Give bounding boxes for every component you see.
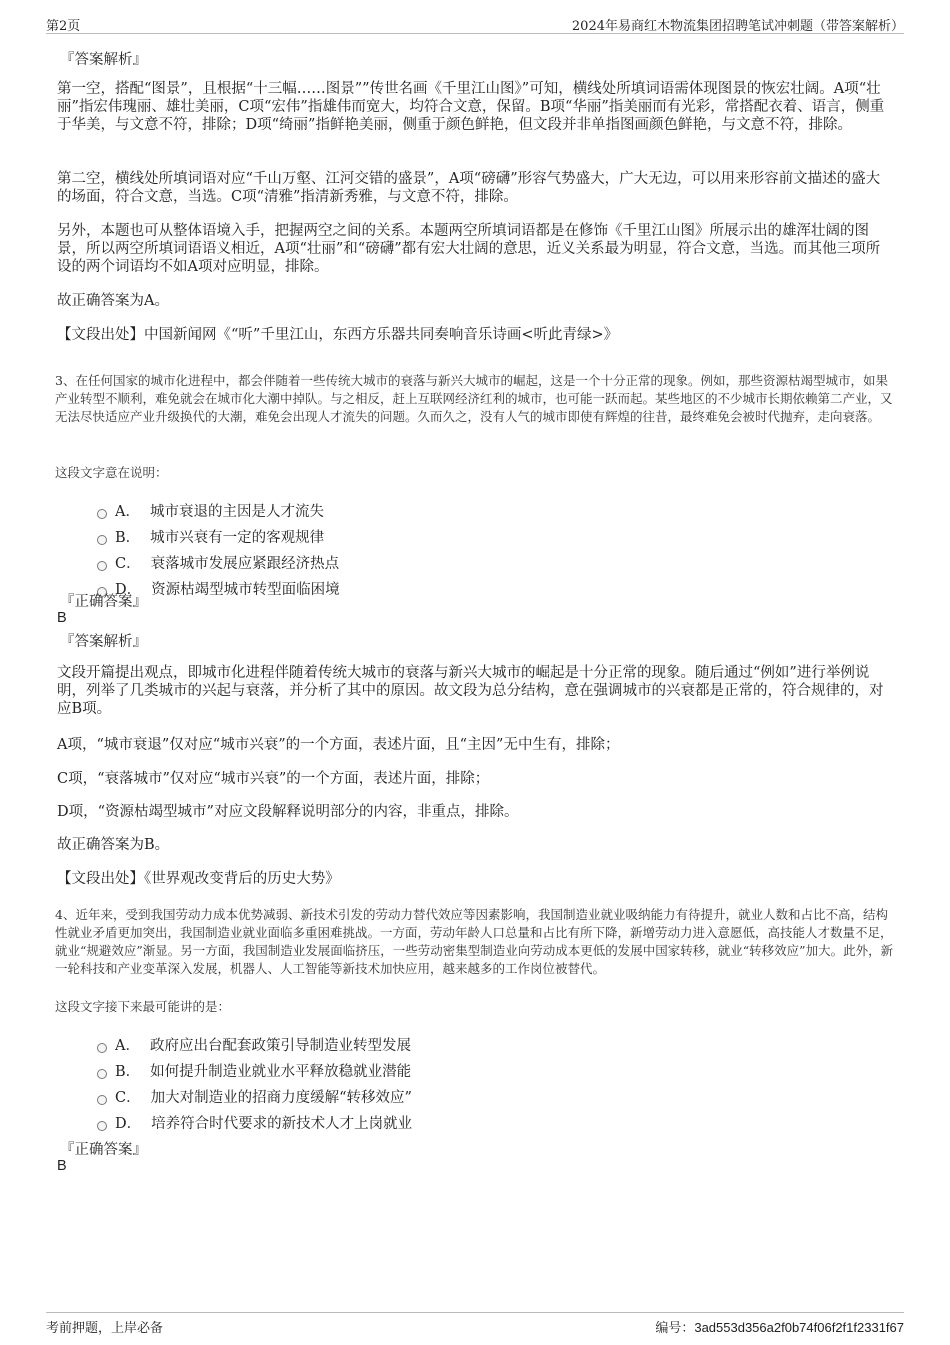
q2-analysis-label: 『答案解析』 bbox=[60, 52, 147, 68]
page-number: 第2页 bbox=[46, 19, 81, 34]
q2-analysis-p3: 另外，本题也可从整体语境入手，把握两空之间的关系。本题两空所填词语都是在修饰《千里江山图》所展示出的雄浑壮阔的图景，所以两空所填词语语义相近，A项“壮丽”和“磅礴”都有宏大壮阔的意思，近义关系最为明显，符合文意，当选。而其他三项所设的两个词语均不如A项对应明显，排除。 bbox=[57, 223, 881, 275]
document-title: 2024年易商红木物流集团招聘笔试冲刺题（带答案解析） bbox=[571, 19, 904, 34]
q4-option-c[interactable]: C． 加大对制造业的招商力度缓解“转移效应” bbox=[97, 1086, 412, 1106]
radio-button-icon[interactable] bbox=[97, 1043, 107, 1053]
q3-option-c[interactable]: C． 衰落城市发展应紧跟经济热点 bbox=[97, 552, 339, 572]
q4-option-d[interactable]: D． 培养符合时代要求的新技术人才上岗就业 bbox=[97, 1112, 412, 1132]
radio-button-icon[interactable] bbox=[97, 561, 107, 571]
q2-analysis-p1: 第一空，搭配“图景”，且根据“十三幅……图景””传世名画《千里江山图》”可知，横线处所填词语需体现图景的恢宏壮阔。A项“壮丽”指宏伟瑰丽、雄壮美丽，C项“宏伟”指雄伟而宽大，均符合文意，保留。B项“华丽”指美丽而有光彩，常搭配衣着、语言，侧重于华美，与文意不符，排除；D项“绮丽”指鲜艳美丽，侧重于颜色鲜艳，但文段并非单指图画颜色鲜艳，与文意不符，排除。 bbox=[57, 81, 885, 133]
q3-source: 【文段出处】《世界观改变背后的历史大势》 bbox=[57, 871, 340, 887]
q3-stem: 3、在任何国家的城市化进程中，都会伴随着一些传统大城市的衰落与新兴大城市的崛起，这是一个十分正常的现象。例如，那些资源枯竭型城市，如果产业转型不顺利，难免就会在城市化大潮中掉队。与之相反，赶上互联网经济红利的城市，也可能一跃而起。某些地区的不少城市长期依赖第二产业，又无法尽快适应产业升级换代的大潮，难免会出现人才流失的问题。久而久之，没有人气的城市即使有辉煌的往昔，最终难免会被时代抛弃，走向衰落。 bbox=[55, 373, 893, 424]
document-code: 编号：3ad553d356a2f0b74f06f2f1f2331f67 bbox=[655, 1320, 904, 1335]
q4-answer: B bbox=[57, 1158, 67, 1174]
radio-button-icon[interactable] bbox=[97, 1121, 107, 1131]
q3-analysis-p2: A项，“城市衰退”仅对应“城市兴衰”的一个方面，表述片面，且“主因”无中生有，排除； bbox=[57, 737, 620, 753]
q3-analysis-label: 『答案解析』 bbox=[60, 634, 147, 650]
q4-answer-label: 『正确答案』 bbox=[60, 1142, 147, 1158]
q3-answer: B bbox=[57, 610, 67, 626]
q3-analysis-p3: C项，“衰落城市”仅对应“城市兴衰”的一个方面，表述片面，排除； bbox=[57, 771, 490, 787]
q3-answer-label: 『正确答案』 bbox=[60, 594, 147, 610]
q3-option-d[interactable]: D． 资源枯竭型城市转型面临困境 bbox=[97, 578, 340, 598]
q3-analysis-p1: 文段开篇提出观点，即城市化进程伴随着传统大城市的衰落与新兴大城市的崛起是十分正常的现象。随后通过“例如”进行举例说明，列举了几类城市的兴起与衰落，并分析了其中的原因。故文段为总分结构，意在强调城市的兴衰都是正常的，符合规律的，对应B项。 bbox=[57, 665, 884, 717]
q4-option-b[interactable]: B． 如何提升制造业就业水平释放稳就业潜能 bbox=[97, 1060, 411, 1080]
radio-button-icon[interactable] bbox=[97, 535, 107, 545]
q3-option-b[interactable]: B． 城市兴衰有一定的客观规律 bbox=[97, 526, 324, 546]
q3-analysis-p4: D项，“资源枯竭型城市”对应文段解释说明部分的内容，非重点，排除。 bbox=[57, 804, 519, 820]
q2-source: 【文段出处】中国新闻网《“听”千里江山，东西方乐器共同奏响音乐诗画<听此青绿>》 bbox=[57, 327, 619, 343]
page-header bbox=[46, 12, 904, 34]
page-footer bbox=[46, 1312, 904, 1338]
q3-conclusion: 故正确答案为B。 bbox=[57, 837, 170, 853]
q3-question: 这段文字意在说明： bbox=[55, 465, 168, 480]
footer-slogan: 考前押题，上岸必备 bbox=[46, 1321, 164, 1336]
q2-conclusion: 故正确答案为A。 bbox=[57, 293, 169, 309]
q4-option-a[interactable]: A． 政府应出台配套政策引导制造业转型发展 bbox=[97, 1034, 411, 1054]
radio-button-icon[interactable] bbox=[97, 509, 107, 519]
q2-analysis-p2: 第二空，横线处所填词语对应“千山万壑、江河交错的盛景”，A项“磅礴”形容气势盛大，广大无边，可以用来形容前文描述的盛大的场面，符合文意，当选。C项“清雅”指清新秀雅，与文意不符，排除。 bbox=[57, 171, 881, 205]
radio-button-icon[interactable] bbox=[97, 1069, 107, 1079]
q4-stem: 4、近年来，受到我国劳动力成本优势减弱、新技术引发的劳动力替代效应等因素影响，我国制造业就业吸纳能力有待提升，就业人数和占比不高，结构性就业矛盾更加突出，我国制造业就业面临多重困难挑战。一方面，劳动年龄人口总量和占比有所下降，新增劳动力进入意愿低，高技能人才数量不足，就业“规避效应”渐显。另一方面，我国制造业发展面临挤压，一些劳动密集型制造业向劳动成本更低的发展中国家转移，就业“转移效应”加大。此外，新一轮科技和产业变革深入发展，机器人、人工智能等新技术加快应用，越来越多的工作岗位被替代。 bbox=[55, 907, 894, 976]
radio-button-icon[interactable] bbox=[97, 1095, 107, 1105]
q3-option-a[interactable]: A． 城市衰退的主因是人才流失 bbox=[97, 500, 324, 520]
q4-question: 这段文字接下来最可能讲的是： bbox=[55, 999, 231, 1014]
